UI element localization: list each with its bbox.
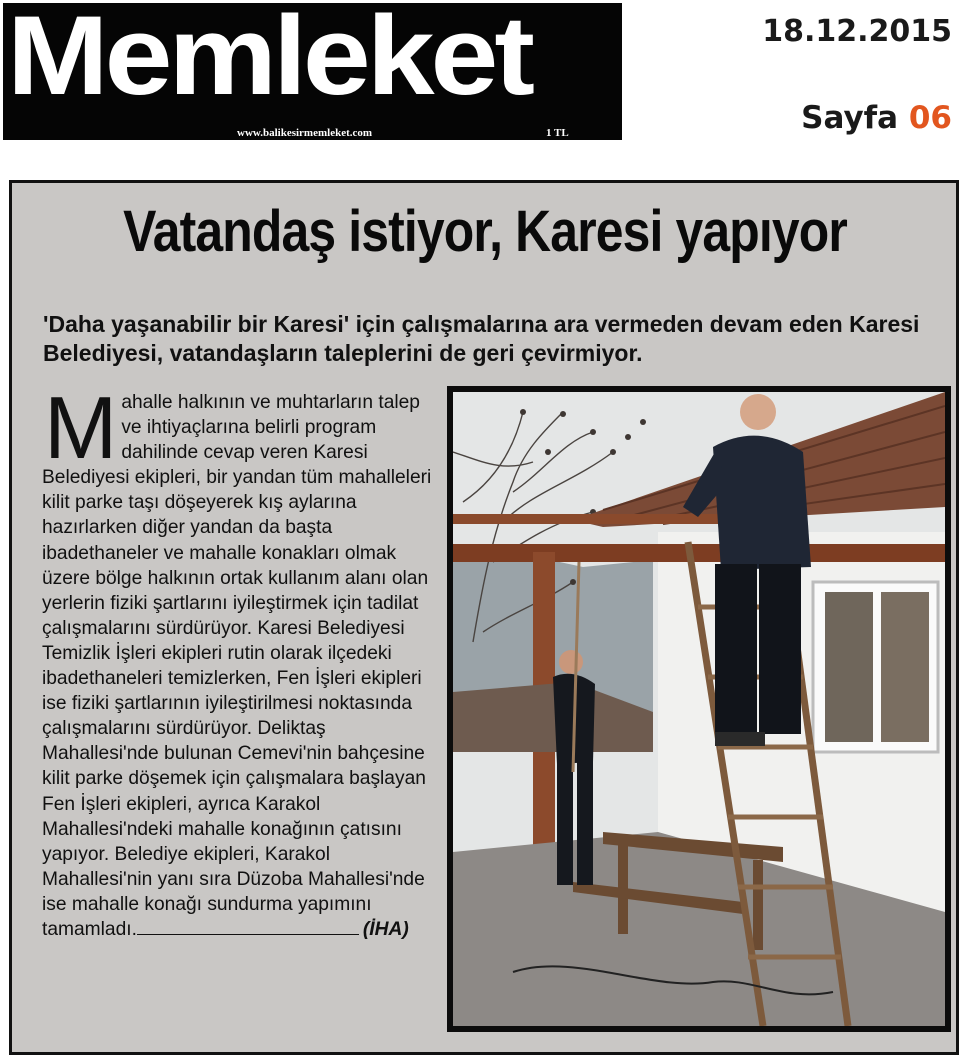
- page-word: Sayfa: [801, 100, 899, 136]
- issue-date: 18.12.2015: [762, 14, 952, 49]
- article-body-text: ahalle halkının ve muhtarların talep ve ihtiyaçlarına belirli program dahilinde cevap veren Karesi Belediyesi ekipleri, bir yandan tüm mahalleleri kilit parke taşı döşeyerek kış aylarına hazırlarken diğer yandan da başta ibadethaneler ve mahalle konakları olmak üzere bölge halkının ortak kullanım alanı olan yerlerin fiziki şartlarını iyileştirmek için tadilat çalışmalarını sürdürüyor. Karesi Belediyesi Temizlik İşleri ekipleri rutin olarak ilçedeki ibadethaneleri temizlerken, Fen İşleri ekipleri ise fiziki şartlarının iyileştirilmesi noktasında çalışmalarını sürdürüyor. Deliktaş Mahallesi'nde bulunan Cemevi'nin bahçesine kilit parke döşemek için çalışmalara başlayan Fen İşleri ekipleri, ayrıca Karakol Mahallesi'ndeki mahalle konağının çatısını yapıyor. Belediye ekipleri, Karakol Mahallesi'nin yanı sıra Düzoba Mahallesi'nde ise mahalle konağı sundurma yapımını tamamladı.: [42, 392, 432, 940]
- article-photo: [447, 386, 951, 1032]
- masthead: [3, 0, 622, 140]
- page-label: [801, 100, 952, 136]
- article-credit: (İHA): [362, 918, 409, 940]
- article-headline: Vatandaş istiyor, Karesi yapıyor: [123, 199, 847, 264]
- workers-on-ladder-photo: [453, 392, 945, 1026]
- website-url[interactable]: www.balikesirmemleket.com: [237, 127, 373, 139]
- drop-cap: M: [44, 378, 118, 477]
- signature-line: [137, 934, 359, 935]
- article-body: [42, 378, 442, 942]
- price-label: 1 TL: [546, 127, 569, 139]
- newspaper-logo: Memleket: [7, 0, 532, 118]
- page-number: 06: [908, 100, 952, 136]
- article-subheadline: 'Daha yaşanabilir bir Karesi' için çalışmalarına ara vermeden devam eden Karesi Belediyesi, vatandaşların taleplerini de geri çevirmiyor.: [43, 311, 920, 366]
